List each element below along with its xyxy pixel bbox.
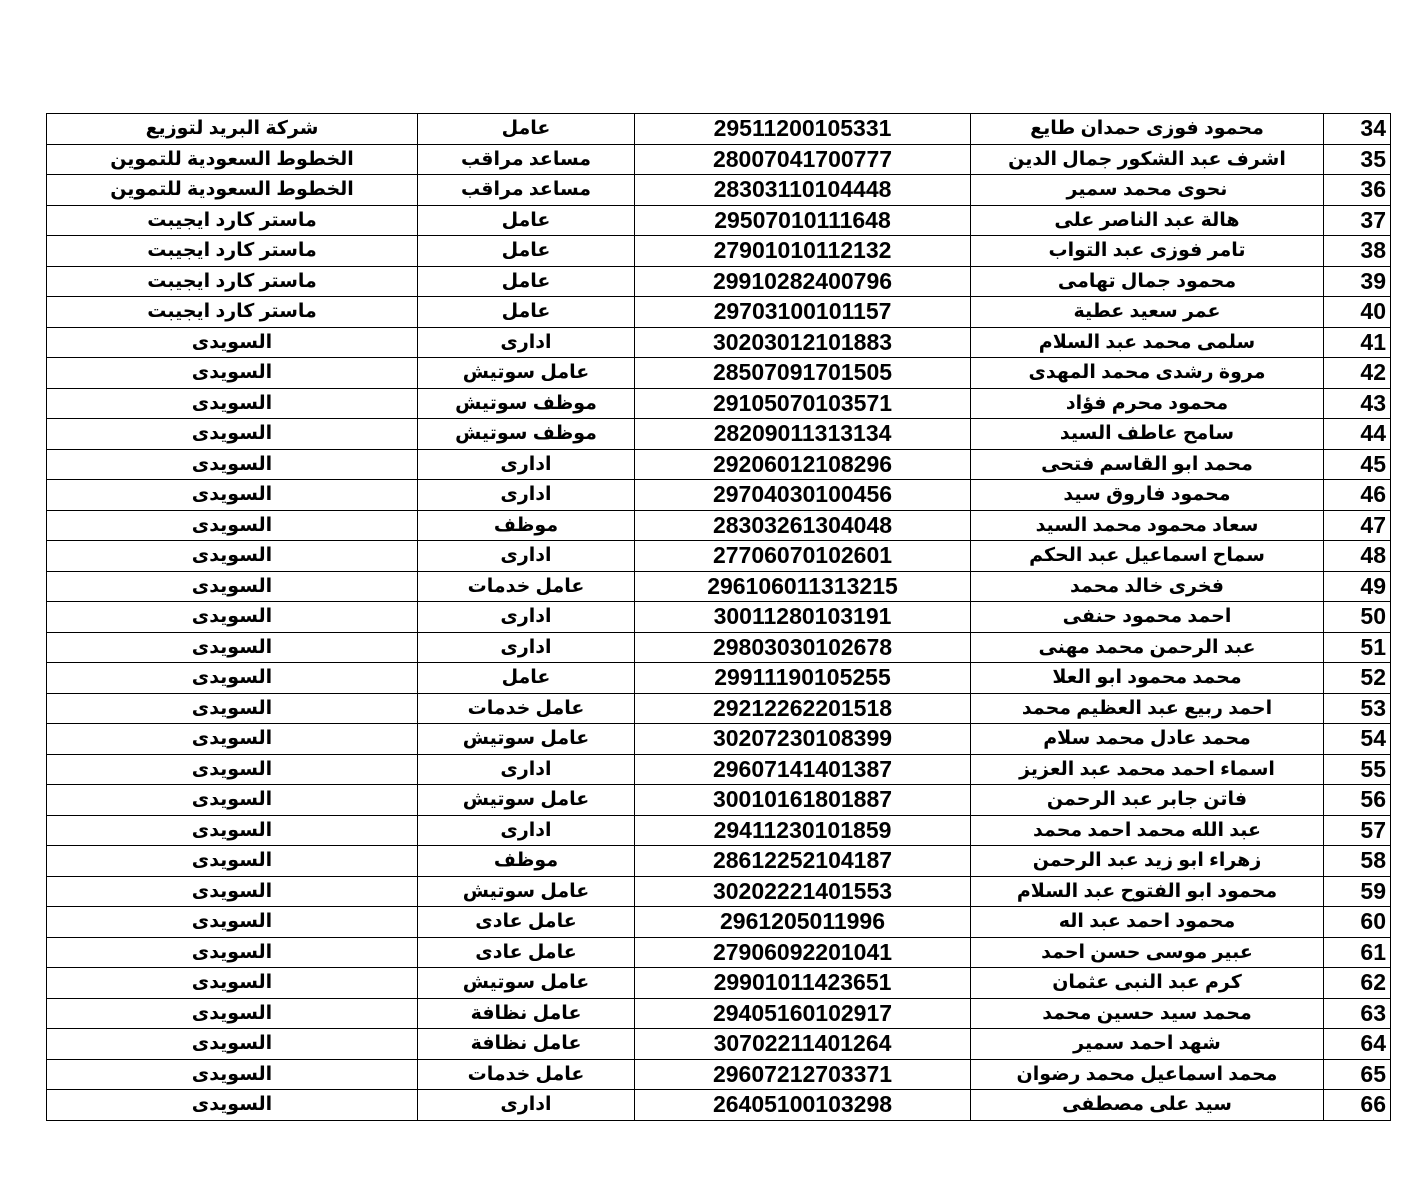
table-row [47,266,1391,297]
table-row [47,358,1391,389]
national-id-cell: 29507010111648 [635,205,971,236]
company-cell: السويدى [47,480,418,511]
row-number-cell: 47 [1324,510,1391,541]
national-id-cell: 28303110104448 [635,175,971,206]
employee-name-cell: عبد الله محمد احمد محمد [971,815,1324,846]
job-title-cell: موظف سوتيش [418,419,635,450]
employee-name-cell: محمد سيد حسين محمد [971,998,1324,1029]
job-title-cell: عامل نظافة [418,998,635,1029]
row-number-cell: 61 [1324,937,1391,968]
national-id-cell: 29511200105331 [635,114,971,145]
national-id-cell: 30203012101883 [635,327,971,358]
table-row [47,846,1391,877]
job-title-cell: ادارى [418,449,635,480]
national-id-cell: 27706070102601 [635,541,971,572]
employee-table-body [47,114,1391,1121]
row-number-cell: 49 [1324,571,1391,602]
row-number-cell: 58 [1324,846,1391,877]
table-row [47,663,1391,694]
company-cell: السويدى [47,876,418,907]
company-cell: الخطوط السعودية للتموين [47,175,418,206]
company-cell: السويدى [47,785,418,816]
row-number-cell: 53 [1324,693,1391,724]
national-id-cell: 29607212703371 [635,1059,971,1090]
company-cell: السويدى [47,1090,418,1121]
row-number-cell: 39 [1324,266,1391,297]
row-number-cell: 41 [1324,327,1391,358]
employee-name-cell: محمد اسماعيل محمد رضوان [971,1059,1324,1090]
job-title-cell: ادارى [418,815,635,846]
company-cell: ماستر كارد ايجيبت [47,266,418,297]
row-number-cell: 40 [1324,297,1391,328]
employee-name-cell: محمود فوزى حمدان طايع [971,114,1324,145]
row-number-cell: 48 [1324,541,1391,572]
company-cell: السويدى [47,358,418,389]
row-number-cell: 52 [1324,663,1391,694]
row-number-cell: 65 [1324,1059,1391,1090]
table-row [47,297,1391,328]
national-id-cell: 30207230108399 [635,724,971,755]
company-cell: السويدى [47,663,418,694]
row-number-cell: 62 [1324,968,1391,999]
company-cell: السويدى [47,388,418,419]
company-cell: السويدى [47,968,418,999]
company-cell: الخطوط السعودية للتموين [47,144,418,175]
table-row [47,327,1391,358]
company-cell: السويدى [47,510,418,541]
employee-table [46,113,1391,1121]
row-number-cell: 51 [1324,632,1391,663]
row-number-cell: 45 [1324,449,1391,480]
company-cell: السويدى [47,846,418,877]
national-id-cell: 30702211401264 [635,1029,971,1060]
table-row [47,1029,1391,1060]
job-title-cell: ادارى [418,1090,635,1121]
employee-name-cell: كرم عبد النبى عثمان [971,968,1324,999]
national-id-cell: 30010161801887 [635,785,971,816]
company-cell: السويدى [47,998,418,1029]
company-cell: السويدى [47,419,418,450]
row-number-cell: 63 [1324,998,1391,1029]
row-number-cell: 42 [1324,358,1391,389]
company-cell: ماستر كارد ايجيبت [47,205,418,236]
company-cell: السويدى [47,907,418,938]
job-title-cell: عامل خدمات [418,1059,635,1090]
job-title-cell: ادارى [418,541,635,572]
employee-name-cell: تامر فوزى عبد التواب [971,236,1324,267]
national-id-cell: 29405160102917 [635,998,971,1029]
employee-name-cell: اسماء احمد محمد عبد العزيز [971,754,1324,785]
table-row [47,510,1391,541]
employee-name-cell: اشرف عبد الشكور جمال الدين [971,144,1324,175]
national-id-cell: 28507091701505 [635,358,971,389]
employee-name-cell: محمد ابو القاسم فتحى [971,449,1324,480]
employee-name-cell: مروة رشدى محمد المهدى [971,358,1324,389]
national-id-cell: 30202221401553 [635,876,971,907]
national-id-cell: 2961205011996 [635,907,971,938]
employee-name-cell: محمود فاروق سيد [971,480,1324,511]
row-number-cell: 54 [1324,724,1391,755]
row-number-cell: 37 [1324,205,1391,236]
employee-name-cell: عبد الرحمن محمد مهنى [971,632,1324,663]
company-cell: السويدى [47,724,418,755]
employee-name-cell: فاتن جابر عبد الرحمن [971,785,1324,816]
row-number-cell: 36 [1324,175,1391,206]
job-title-cell: عامل [418,205,635,236]
employee-name-cell: سعاد محمود محمد السيد [971,510,1324,541]
job-title-cell: عامل [418,114,635,145]
table-row [47,205,1391,236]
table-row [47,419,1391,450]
company-cell: السويدى [47,1029,418,1060]
table-row [47,632,1391,663]
employee-name-cell: محمود جمال تهامى [971,266,1324,297]
company-cell: السويدى [47,1059,418,1090]
company-cell: السويدى [47,449,418,480]
employee-name-cell: احمد محمود حنفى [971,602,1324,633]
company-cell: ماستر كارد ايجيبت [47,297,418,328]
employee-name-cell: زهراء ابو زيد عبد الرحمن [971,846,1324,877]
national-id-cell: 28209011313134 [635,419,971,450]
company-cell: ماستر كارد ايجيبت [47,236,418,267]
row-number-cell: 35 [1324,144,1391,175]
table-row [47,388,1391,419]
table-row [47,1090,1391,1121]
row-number-cell: 55 [1324,754,1391,785]
job-title-cell: عامل عادى [418,937,635,968]
national-id-cell: 296106011313215 [635,571,971,602]
national-id-cell: 28612252104187 [635,846,971,877]
job-title-cell: عامل عادى [418,907,635,938]
company-cell: السويدى [47,815,418,846]
job-title-cell: عامل [418,236,635,267]
job-title-cell: عامل خدمات [418,693,635,724]
national-id-cell: 29911190105255 [635,663,971,694]
table-row [47,449,1391,480]
job-title-cell: عامل سوتيش [418,358,635,389]
job-title-cell: عامل نظافة [418,1029,635,1060]
job-title-cell: ادارى [418,327,635,358]
table-row [47,968,1391,999]
company-cell: السويدى [47,571,418,602]
job-title-cell: ادارى [418,602,635,633]
national-id-cell: 29607141401387 [635,754,971,785]
table-row [47,907,1391,938]
job-title-cell: عامل سوتيش [418,724,635,755]
job-title-cell: ادارى [418,754,635,785]
job-title-cell: ادارى [418,480,635,511]
employee-name-cell: شهد احمد سمير [971,1029,1324,1060]
employee-name-cell: محمد عادل محمد سلام [971,724,1324,755]
table-row [47,144,1391,175]
national-id-cell: 29105070103571 [635,388,971,419]
table-row [47,754,1391,785]
job-title-cell: عامل [418,266,635,297]
job-title-cell: عامل خدمات [418,571,635,602]
table-row [47,175,1391,206]
company-cell: السويدى [47,693,418,724]
company-cell: السويدى [47,754,418,785]
national-id-cell: 29212262201518 [635,693,971,724]
table-row [47,815,1391,846]
employee-name-cell: محمود احمد عبد اله [971,907,1324,938]
job-title-cell: عامل [418,663,635,694]
company-cell: السويدى [47,541,418,572]
national-id-cell: 30011280103191 [635,602,971,633]
national-id-cell: 26405100103298 [635,1090,971,1121]
table-row [47,602,1391,633]
job-title-cell: عامل [418,297,635,328]
national-id-cell: 29411230101859 [635,815,971,846]
national-id-cell: 28303261304048 [635,510,971,541]
table-row [47,937,1391,968]
row-number-cell: 56 [1324,785,1391,816]
table-row [47,480,1391,511]
company-cell: السويدى [47,632,418,663]
national-id-cell: 29910282400796 [635,266,971,297]
company-cell: السويدى [47,327,418,358]
employee-name-cell: عمر سعيد عطية [971,297,1324,328]
company-cell: السويدى [47,937,418,968]
job-title-cell: موظف [418,846,635,877]
row-number-cell: 60 [1324,907,1391,938]
job-title-cell: عامل سوتيش [418,785,635,816]
national-id-cell: 29703100101157 [635,297,971,328]
job-title-cell: ادارى [418,632,635,663]
table-row [47,876,1391,907]
table-row [47,571,1391,602]
national-id-cell: 27906092201041 [635,937,971,968]
employee-name-cell: نحوى محمد سمير [971,175,1324,206]
employee-name-cell: محمود محرم فؤاد [971,388,1324,419]
table-row [47,693,1391,724]
row-number-cell: 59 [1324,876,1391,907]
employee-name-cell: هالة عبد الناصر على [971,205,1324,236]
employee-name-cell: سيد على مصطفى [971,1090,1324,1121]
national-id-cell: 27901010112132 [635,236,971,267]
job-title-cell: مساعد مراقب [418,144,635,175]
row-number-cell: 43 [1324,388,1391,419]
national-id-cell: 29206012108296 [635,449,971,480]
employee-name-cell: فخرى خالد محمد [971,571,1324,602]
company-cell: شركة البريد لتوزيع [47,114,418,145]
row-number-cell: 57 [1324,815,1391,846]
row-number-cell: 66 [1324,1090,1391,1121]
company-cell: السويدى [47,602,418,633]
national-id-cell: 29704030100456 [635,480,971,511]
employee-name-cell: عبير موسى حسن احمد [971,937,1324,968]
job-title-cell: مساعد مراقب [418,175,635,206]
job-title-cell: موظف سوتيش [418,388,635,419]
row-number-cell: 38 [1324,236,1391,267]
row-number-cell: 34 [1324,114,1391,145]
table-row [47,998,1391,1029]
table-row [47,236,1391,267]
employee-name-cell: سلمى محمد عبد السلام [971,327,1324,358]
table-row [47,724,1391,755]
employee-name-cell: سماح اسماعيل عبد الحكم [971,541,1324,572]
national-id-cell: 29901011423651 [635,968,971,999]
table-row [47,1059,1391,1090]
table-row [47,114,1391,145]
employee-name-cell: سامح عاطف السيد [971,419,1324,450]
row-number-cell: 44 [1324,419,1391,450]
job-title-cell: موظف [418,510,635,541]
table-row [47,541,1391,572]
row-number-cell: 64 [1324,1029,1391,1060]
job-title-cell: عامل سوتيش [418,876,635,907]
row-number-cell: 46 [1324,480,1391,511]
national-id-cell: 28007041700777 [635,144,971,175]
employee-name-cell: محمد محمود ابو العلا [971,663,1324,694]
table-row [47,785,1391,816]
job-title-cell: عامل سوتيش [418,968,635,999]
national-id-cell: 29803030102678 [635,632,971,663]
employee-name-cell: احمد ربيع عبد العظيم محمد [971,693,1324,724]
row-number-cell: 50 [1324,602,1391,633]
employee-name-cell: محمود ابو الفتوح عبد السلام [971,876,1324,907]
